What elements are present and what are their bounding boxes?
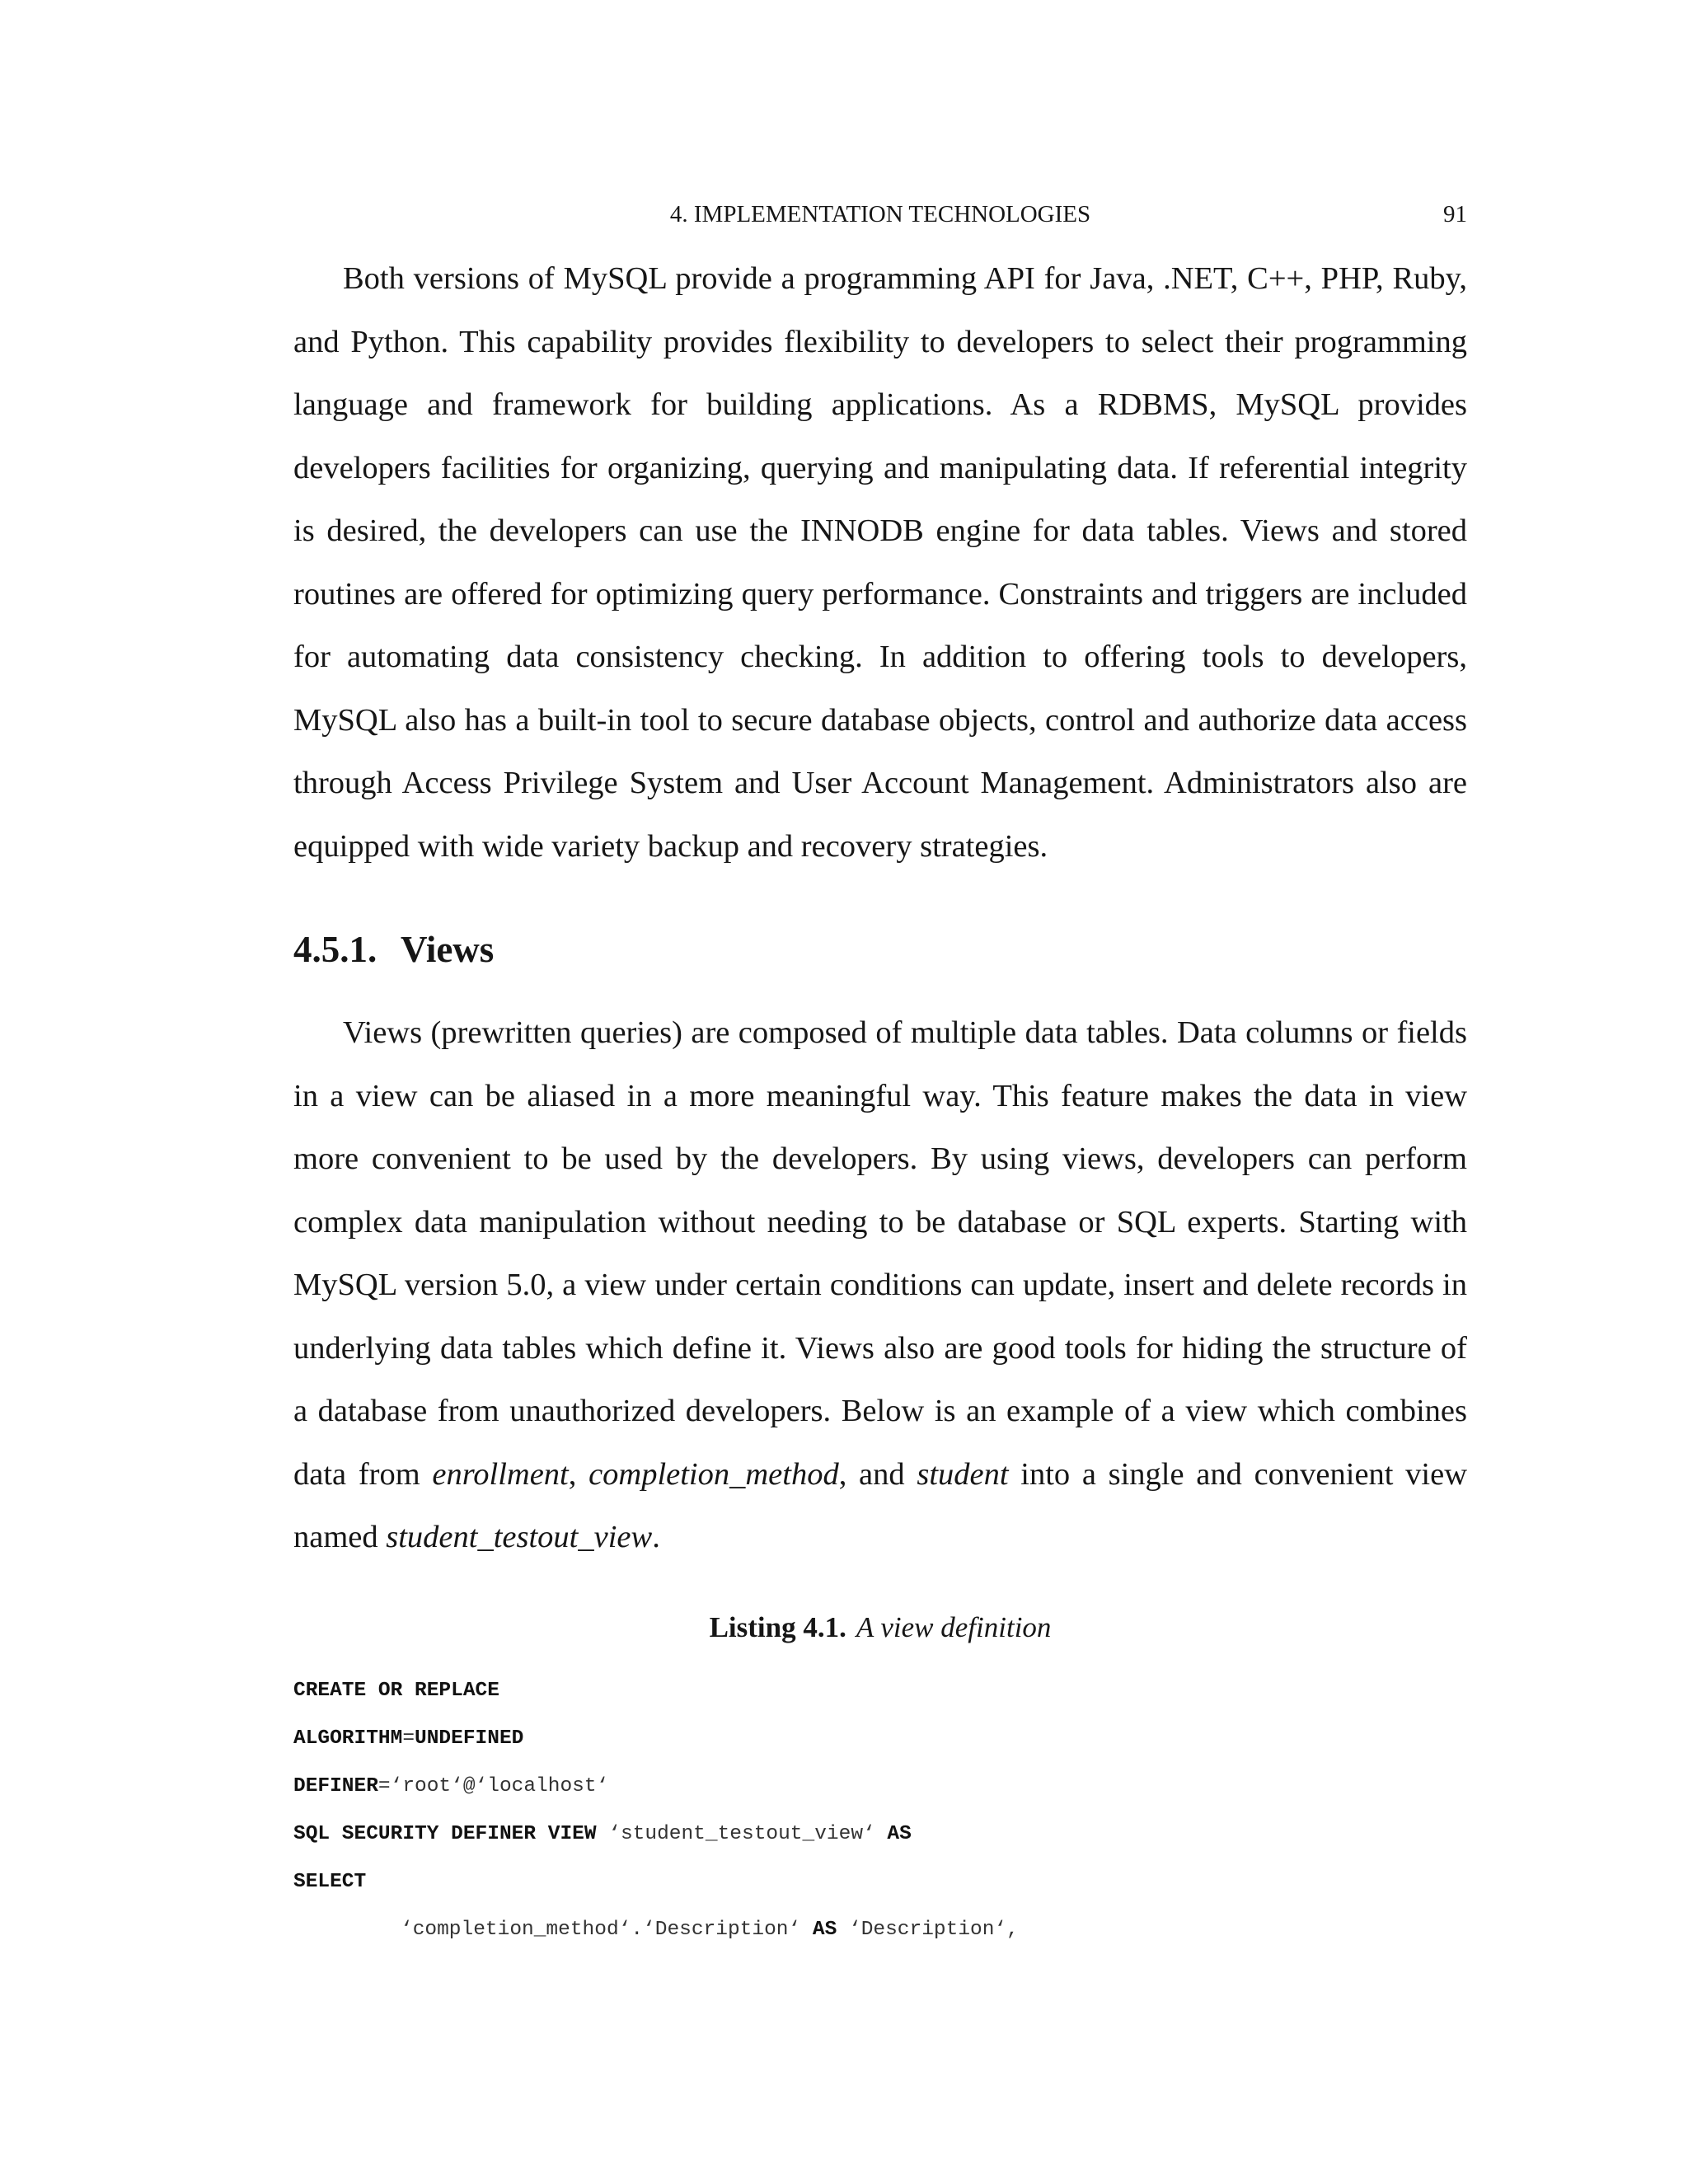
- paragraph-text: Both versions of MySQL provide a programming API for Java, .NET, C++, PHP, Ruby, and Python. This capability provides flexibility to developers to select their programming language and framework for building applications. As a RDBMS, MySQL provides developers facilities for organizing, querying and manipulating data. If referential integrity is desired, the developers can use the INNODB engine for data tables. Views and stored routines are offered for optimizing query performance. Constraints and triggers are included for automating data consistency checking. In addition to offering tools to developers, MySQL also has a built-in tool to secure database objects, control and authorize data access through Access Privilege System and User Account Management. Administrators also are equipped with wide variety backup and recovery strategies.: [293, 261, 1467, 864]
- running-title: 4. IMPLEMENTATION TECHNOLOGIES: [669, 201, 1091, 227]
- section-heading: [293, 921, 494, 977]
- code-line: SQL SECURITY DEFINER VIEW ‘student_testout_view‘ AS: [293, 1823, 912, 1845]
- table-name-completion-method: completion_method: [588, 1456, 839, 1492]
- listing-caption-text: A view definition: [856, 1611, 1052, 1643]
- table-name-student: student: [917, 1456, 1009, 1492]
- table-name-enrollment: enrollment: [432, 1456, 569, 1492]
- code-line: SELECT: [293, 1871, 367, 1893]
- code-line: ALGORITHM=UNDEFINED: [293, 1727, 524, 1750]
- section-title: Views: [401, 929, 495, 970]
- page-number: 91: [1443, 201, 1467, 227]
- body-paragraph-views: Views (prewritten queries) are composed of multiple data tables. Data columns or fields in a view can be aliased in a more meaningful way. This feature makes the data in view more convenient to be used by the developers. By using views, developers can perform complex data manipulation without needing to be database or SQL experts. Starting with MySQL version 5.0, a view under certain conditions can update, insert and delete records in underlying data tables which define it. Views also are good tools for hiding the structure of a database from unauthorized developers. Below is an example of a view which combines data from enrollment, completion_method, and student into a single and convenient view named student_testout_view.: [293, 1015, 1468, 1554]
- section-number: 4.5.1.: [293, 929, 377, 970]
- running-header: [293, 198, 1467, 231]
- listing-label: Listing 4.1.: [709, 1611, 846, 1643]
- code-line: ‘completion_method‘.‘Description‘ AS ‘Description‘,: [401, 1919, 1019, 1941]
- body-paragraph-api: [293, 247, 1467, 878]
- listing-caption: [293, 1607, 1467, 1648]
- code-listing: [293, 1667, 1467, 1954]
- view-name: student_testout_view: [386, 1520, 653, 1554]
- code-line: CREATE OR REPLACE: [293, 1680, 499, 1702]
- paragraph-text: Views (prewritten queries) are composed of multiple data tables. Data columns or fields in a view can be aliased in a more meaningful way. This feature makes the data in view more convenient to be used by the developers. By using views, developers can perform complex data manipulation without needing to be database or SQL experts. Starting with MySQL version 5.0, a view under certain conditions can update, insert and delete records in underlying data tables which define it. Views also are good tools for hiding the structure of a database from unauthorized developers. Below is an example of a view which combines data from: [293, 1015, 1467, 1492]
- code-line: DEFINER=‘root‘@‘localhost‘: [293, 1775, 609, 1797]
